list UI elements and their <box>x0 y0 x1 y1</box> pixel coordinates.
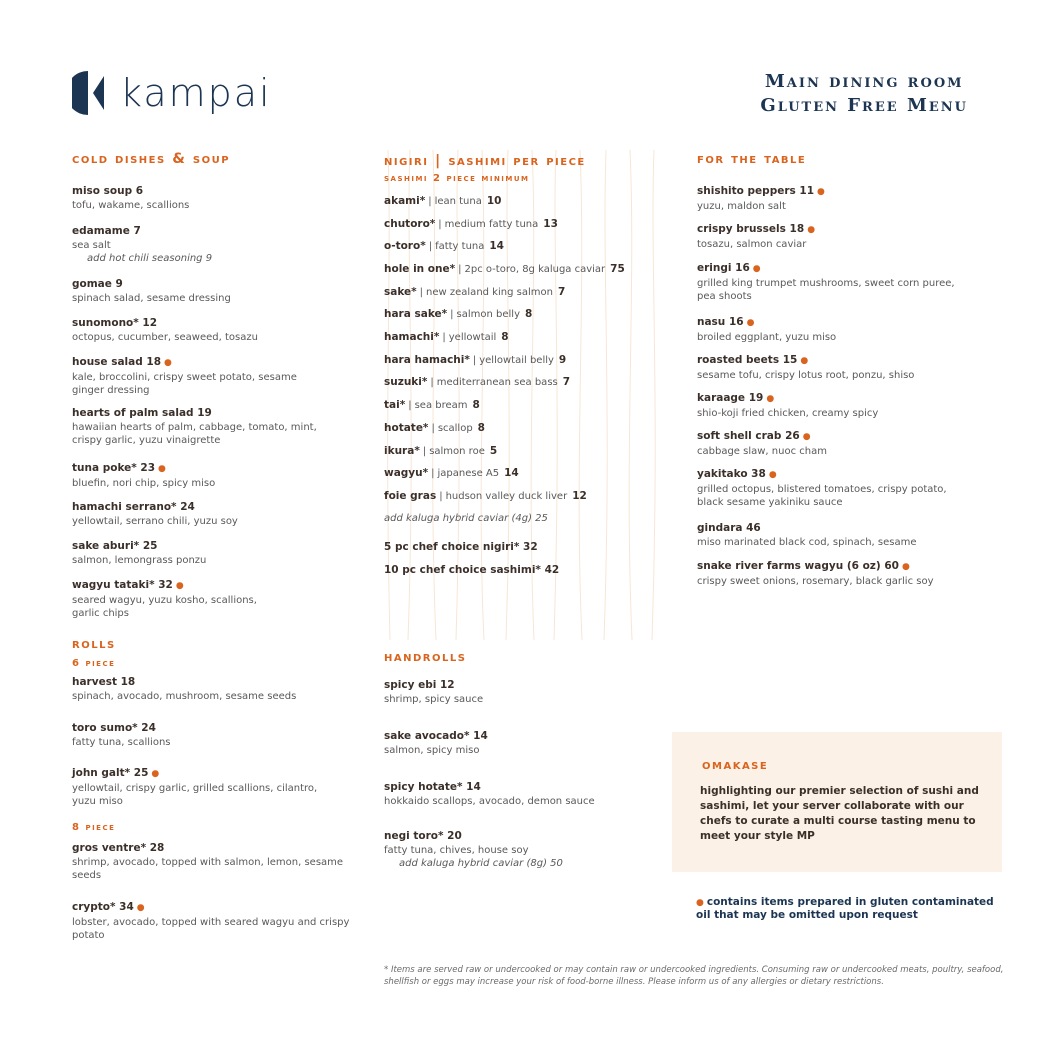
item-name: crypto* 34 ● <box>72 901 145 913</box>
menu-item <box>697 262 962 304</box>
item-desc: new zealand king salmon <box>426 287 553 298</box>
menu-item <box>72 317 362 344</box>
item-price: 14 <box>489 240 504 252</box>
item-name: hotate* <box>384 422 429 434</box>
cold-dishes-title: cold dishes & soup <box>72 151 231 167</box>
item-name: gomae 9 <box>72 278 123 290</box>
item-name: yakitako 38 ● <box>697 468 777 480</box>
gluten-dot-icon: ● <box>901 562 910 572</box>
gluten-dot-icon: ● <box>746 318 755 328</box>
gluten-dot-icon: ● <box>175 581 184 591</box>
item-name: house salad 18 ● <box>72 356 172 368</box>
omakase-text: highlighting our premier selection of sushi and sashimi, let your server collaborate with our chefs to curate a multi course tasting menu to meet your style MP <box>700 785 979 842</box>
menu-item <box>72 540 362 567</box>
item-desc: salmon, lemongrass ponzu <box>72 554 207 566</box>
item-desc: spinach, avocado, mushroom, sesame seeds <box>72 690 297 702</box>
item-price: 8 <box>472 399 480 411</box>
omakase-title: omakase <box>702 757 769 773</box>
item-note: add hot chili seasoning 9 <box>87 253 213 264</box>
menu-heading <box>760 70 968 118</box>
item-desc: fatty tuna, chives, house soy <box>384 844 529 856</box>
item-name: eringi 16 ● <box>697 262 761 274</box>
item-desc: hudson valley duck liver <box>445 491 568 502</box>
item-desc: shio-koji fried chicken, creamy spicy <box>697 407 879 419</box>
item-name: foie gras <box>384 490 437 502</box>
menu-item <box>384 308 684 322</box>
item-desc: sesame tofu, crispy lotus root, ponzu, shiso <box>697 369 915 381</box>
menu-item <box>72 407 337 448</box>
menu-item <box>72 901 357 943</box>
item-name: suzuki* <box>384 376 428 388</box>
item-desc: spinach salad, sesame dressing <box>72 292 231 304</box>
item-name: sake aburi* 25 <box>72 540 158 552</box>
menu-item <box>72 579 272 621</box>
menu-item <box>384 422 684 436</box>
item-desc: broiled eggplant, yuzu miso <box>697 331 837 343</box>
menu-item <box>697 223 997 251</box>
item-name: hearts of palm salad 19 <box>72 407 212 419</box>
menu-item <box>72 356 322 398</box>
item-desc: lean tuna <box>434 196 482 207</box>
gluten-dot-icon: ● <box>817 187 825 197</box>
menu-item <box>72 767 332 809</box>
item-name: hara sake* <box>384 308 448 320</box>
gluten-dot-icon: ● <box>696 898 704 908</box>
separator: | <box>442 332 446 343</box>
separator: | <box>419 287 424 298</box>
item-price: 14 <box>504 467 519 479</box>
item-price: 12 <box>572 490 587 502</box>
item-desc: sea bream <box>414 400 468 411</box>
item-price: 10 <box>486 195 502 207</box>
item-price: 7 <box>557 286 566 298</box>
item-name: wagyu* <box>384 467 429 479</box>
item-desc: grilled octopus, blistered tomatoes, crispy potato, black sesame yakiniku sauce <box>697 483 947 508</box>
menu-item <box>72 225 362 266</box>
chef-choice-nigiri: 5 pc chef choice nigiri* 32 <box>384 541 538 553</box>
item-name: chutoro* <box>384 218 436 230</box>
menu-item <box>697 354 997 382</box>
menu-item <box>697 185 997 213</box>
menu-item <box>384 679 684 706</box>
item-name: gros ventre* 28 <box>72 842 165 854</box>
item-desc: scallop <box>437 423 473 434</box>
item-desc: lobster, avocado, topped with seared wagyu and crispy potato <box>72 916 350 941</box>
caviar-note: add kaluga hybrid caviar (4g) 25 <box>384 513 548 524</box>
omakase-box <box>672 732 1002 872</box>
legend-text: contains items prepared in gluten contaminated oil that may be omitted upon request <box>696 896 994 921</box>
nigiri-title: nigiri | sashimi per piece <box>384 153 586 169</box>
nigiri-section <box>384 152 684 882</box>
item-name: snake river farms wagyu (6 oz) 60 ● <box>697 560 910 572</box>
menu-item <box>697 468 957 510</box>
item-name: edamame 7 <box>72 225 141 237</box>
item-desc: fatty tuna <box>435 241 485 252</box>
item-name: negi toro* 20 <box>384 830 462 842</box>
gluten-dot-icon: ● <box>151 769 160 779</box>
item-desc: crispy sweet onions, rosemary, black garlic soy <box>697 575 934 587</box>
menu-item <box>72 278 362 305</box>
gluten-dot-icon: ● <box>158 464 166 474</box>
item-desc: seared wagyu, yuzu kosho, scallions, garlic chips <box>72 594 257 619</box>
menu-item <box>384 286 684 300</box>
item-desc: mediterranean sea bass <box>436 377 558 388</box>
item-desc: fatty tuna, scallions <box>72 736 171 748</box>
item-desc: yellowtail belly <box>479 355 554 366</box>
separator: | <box>431 423 435 434</box>
item-desc: japanese A5 <box>437 468 500 479</box>
item-name: hole in one* <box>384 263 456 275</box>
menu-item <box>384 354 684 368</box>
menu-item <box>384 830 684 871</box>
brand-logo <box>72 70 272 116</box>
item-price: 5 <box>489 445 498 457</box>
item-desc: miso marinated black cod, spinach, sesame <box>697 536 917 548</box>
item-price: 7 <box>562 376 571 388</box>
item-name: sake* <box>384 286 417 298</box>
item-name: gindara 46 <box>697 522 761 534</box>
item-desc: bluefin, nori chip, spicy miso <box>72 477 216 489</box>
gluten-dot-icon: ● <box>766 394 775 404</box>
menu-item <box>384 730 684 757</box>
separator: | <box>430 377 434 388</box>
item-name: hamachi* <box>384 331 440 343</box>
item-name: crispy brussels 18 ● <box>697 223 816 235</box>
menu-item <box>384 399 684 413</box>
item-price: 13 <box>543 218 558 230</box>
separator: | <box>428 196 432 207</box>
item-desc: yellowtail, crispy garlic, grilled scallions, cilantro, yuzu miso <box>72 782 318 807</box>
item-name: sake avocado* 14 <box>384 730 488 742</box>
menu-item <box>697 316 997 344</box>
gluten-dot-icon: ● <box>136 903 145 913</box>
menu-item <box>384 263 684 277</box>
nigiri-subtitle: sashimi 2 piece minimum <box>384 173 530 184</box>
rolls-6-piece-label: 6 piece <box>72 658 116 669</box>
menu-item <box>72 185 362 212</box>
item-name: o-toro* <box>384 240 426 252</box>
item-name: nasu 16 ● <box>697 316 755 328</box>
heading-line-2: Gluten Free Menu <box>760 95 968 116</box>
item-desc: tosazu, salmon caviar <box>697 238 807 250</box>
item-name: toro sumo* 24 <box>72 722 156 734</box>
item-name: hamachi serrano* 24 <box>72 501 195 513</box>
menu-item <box>384 781 684 808</box>
chef-choice-sashimi: 10 pc chef choice sashimi* 42 <box>384 564 560 576</box>
item-name: karaage 19 ● <box>697 392 775 404</box>
item-desc: medium fatty tuna <box>444 219 539 230</box>
item-price: 75 <box>610 263 625 275</box>
item-desc: cabbage slaw, nuoc cham <box>697 445 827 457</box>
gluten-dot-icon: ● <box>807 225 816 235</box>
menu-item <box>384 331 684 345</box>
menu-item <box>697 430 997 458</box>
menu-item <box>384 218 684 232</box>
separator: | <box>431 468 435 479</box>
item-name: harvest 18 <box>72 676 136 688</box>
item-name: soft shell crab 26 ● <box>697 430 811 442</box>
kampai-logo-icon <box>72 70 106 116</box>
item-desc: octopus, cucumber, seaweed, tosazu <box>72 331 258 343</box>
menu-item <box>697 522 997 549</box>
rolls-8-piece-label: 8 piece <box>72 822 116 833</box>
item-name: akami* <box>384 195 426 207</box>
handrolls-title: handrolls <box>384 649 467 665</box>
separator: | <box>450 309 454 320</box>
menu-item <box>72 722 362 749</box>
item-desc: shrimp, spicy sauce <box>384 693 484 705</box>
item-name: spicy hotate* 14 <box>384 781 481 793</box>
menu-item <box>697 392 997 420</box>
item-price: 8 <box>477 422 485 434</box>
separator: | <box>408 400 412 411</box>
raw-food-disclaimer: * Items are served raw or undercooked or may contain raw or undercooked ingredients. Consuming raw or undercooked meats, poultry, seafood, shellfish or eggs may increase your risk of food-borne illness. Please inform us of any allergies or dietary restrictions. <box>384 965 1004 987</box>
for-the-table-section <box>697 150 997 600</box>
item-desc: tofu, wakame, scallions <box>72 199 190 211</box>
gluten-dot-icon: ● <box>802 432 811 442</box>
menu-item <box>72 462 362 490</box>
item-name: wagyu tataki* 32 ● <box>72 579 184 591</box>
separator: | <box>422 446 427 457</box>
gluten-dot-icon: ● <box>164 358 172 368</box>
item-name: sunomono* 12 <box>72 317 158 329</box>
separator: | <box>438 219 442 230</box>
gluten-dot-icon: ● <box>800 356 809 366</box>
menu-item <box>384 445 684 459</box>
menu-item <box>697 560 997 588</box>
item-name: john galt* 25 ● <box>72 767 160 779</box>
item-desc: salmon, spicy miso <box>384 744 480 756</box>
item-price: 8 <box>501 331 509 343</box>
item-desc: kale, broccolini, crispy sweet potato, sesame ginger dressing <box>72 371 297 396</box>
item-desc: sea salt <box>72 239 111 251</box>
menu-item <box>384 490 684 504</box>
item-price: 8 <box>524 308 533 320</box>
gluten-dot-icon: ● <box>752 264 761 274</box>
item-desc: yellowtail <box>448 332 497 343</box>
item-desc: salmon roe <box>429 446 485 457</box>
for-the-table-title: for the table <box>697 151 807 167</box>
cold-dishes-section <box>72 150 362 950</box>
menu-item <box>72 501 362 528</box>
rolls-title: rolls <box>72 636 116 652</box>
item-price: 9 <box>558 354 567 366</box>
item-desc: yellowtail, serrano chili, yuzu soy <box>72 515 238 527</box>
separator: | <box>428 241 433 252</box>
item-note: add kaluga hybrid caviar (8g) 50 <box>399 858 563 869</box>
item-desc: 2pc o-toro, 8g kaluga caviar <box>464 264 606 275</box>
item-desc: shrimp, avocado, topped with salmon, lemon, sesame seeds <box>72 856 344 881</box>
item-name: shishito peppers 11 ● <box>697 185 825 197</box>
menu-item <box>384 467 684 481</box>
menu-item <box>72 842 347 883</box>
item-name: ikura* <box>384 445 420 457</box>
item-desc: salmon belly <box>456 309 520 320</box>
heading-line-1: Main dining room <box>764 71 964 92</box>
item-name: spicy ebi 12 <box>384 679 455 691</box>
separator: | <box>458 264 462 275</box>
item-desc: hawaiian hearts of palm, cabbage, tomato, mint, crispy garlic, yuzu vinaigrette <box>72 421 317 446</box>
menu-item <box>384 195 684 209</box>
menu-item <box>384 240 684 254</box>
separator: | <box>472 355 477 366</box>
item-desc: yuzu, maldon salt <box>697 200 786 212</box>
separator: | <box>439 491 443 502</box>
item-name: tai* <box>384 399 406 411</box>
item-name: roasted beets 15 ● <box>697 354 809 366</box>
item-desc: hokkaido scallops, avocado, demon sauce <box>384 795 595 807</box>
item-name: tuna poke* 23 ● <box>72 462 166 474</box>
gluten-legend <box>696 896 996 921</box>
menu-item <box>384 376 684 390</box>
menu-item <box>72 676 362 703</box>
gluten-dot-icon: ● <box>768 470 777 480</box>
item-name: miso soup 6 <box>72 185 144 197</box>
brand-name: kampai <box>120 71 272 115</box>
item-name: hara hamachi* <box>384 354 470 366</box>
item-desc: grilled king trumpet mushrooms, sweet corn puree, pea shoots <box>697 277 955 302</box>
